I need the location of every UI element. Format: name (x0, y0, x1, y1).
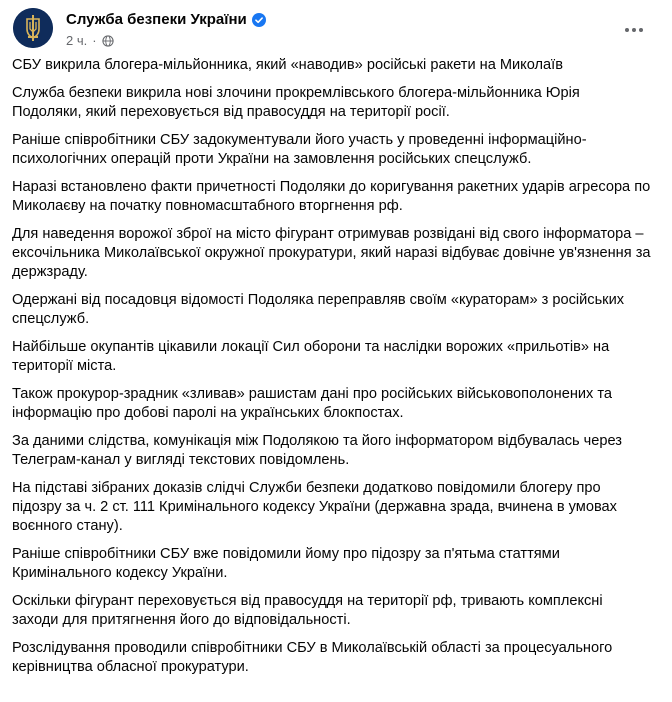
post-paragraph: На підставі зібраних доказів слідчі Служби безпеки додатково повідомили блогеру про підозру за ч. 2 ст. 111 Кримінального кодексу України (державна зрада, вчинена в умовах воєнного стану). (12, 480, 617, 534)
meta-separator: · (92, 33, 97, 48)
post-paragraph: Найбільше окупантів цікавили локації Сил оборони та наслідки ворожих «прильотів» на території міста. (12, 339, 610, 374)
post-meta (66, 33, 114, 48)
post-timestamp[interactable]: 2 ч. (66, 33, 88, 48)
post-paragraph: Для наведення ворожої зброї на місто фігурант отримував розвідані від свого інформатора – ексочільника Миколаївської окружної прокуратури, який наразі відбуває довічне ув'язнення за держзраду. (12, 226, 651, 280)
post-paragraph: Служба безпеки викрила нові злочини прокремлівського блогера-мільйонника Юрія Подоляки, який переховується від правосуддя на території росії. (12, 85, 580, 120)
more-options-icon-dot (639, 28, 643, 32)
post-paragraph: Одержані від посадовця відомості Подоляка переправляв своїм «кураторам» з російських спецслужб. (12, 292, 625, 327)
page-avatar[interactable] (13, 8, 53, 48)
post-paragraph: За даними слідства, комунікація між Подолякою та його інформатором відбувалась через Телеграм-канал у вигляді текстових повідомлень. (12, 433, 622, 468)
page-name-link[interactable] (66, 11, 266, 28)
post-paragraph: Наразі встановлено факти причетності Подоляки до коригування ракетних ударів агресора по Миколаєву на початку повномасштабного вторгнення рф. (12, 179, 651, 214)
post-paragraph: Розслідування проводили співробітники СБУ в Миколаївській області за процесуального керівництва обласної прокуратури. (12, 640, 613, 675)
post-paragraph: Оскільки фігурант переховується від правосуддя на території рф, тривають комплексні заходи для притягнення його до відповідальності. (12, 593, 603, 628)
post-text (12, 56, 652, 686)
page-name[interactable]: Служба безпеки України (66, 11, 247, 28)
post-paragraph: Також прокурор-зрадник «зливав» рашистам дані про російських військовополонених та інформацію про добові паролі на українських блокпостах. (12, 386, 613, 421)
sbu-emblem-icon (13, 8, 53, 48)
post-header (10, 6, 662, 50)
globe-icon[interactable] (102, 35, 114, 47)
post-paragraph: Раніше співробітники СБУ задокументували його участь у проведенні інформаційно-психологічних операцій проти України на замовлення російських спецслужб. (12, 132, 587, 167)
more-options-icon (625, 28, 629, 32)
verified-badge-icon (252, 13, 266, 27)
post-paragraph: СБУ викрила блогера-мільйонника, який «наводив» російські ракети на Миколаїв (12, 57, 563, 73)
more-options-icon-dot (632, 28, 636, 32)
post-paragraph: Раніше співробітники СБУ вже повідомили йому про підозру за п'ятьма статтями Кримінального кодексу України. (12, 546, 560, 581)
more-options-button[interactable] (620, 16, 648, 44)
